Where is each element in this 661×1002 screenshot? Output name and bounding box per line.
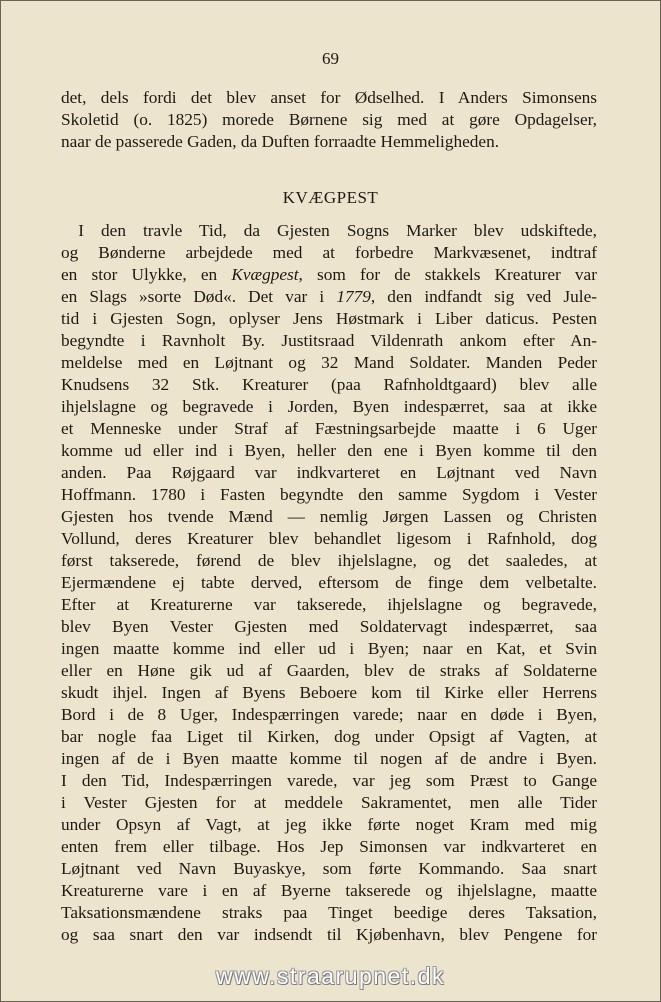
text-line: ihjelslagne og begravede i Jorden, Byen indespærret, saa at ikke xyxy=(61,397,597,416)
text-line: skudt ihjel. Ingen af Byens Beboere kom til Kirke eller Herrens xyxy=(61,683,597,702)
text-line: I den travle Tid, da Gjesten Sogns Marker blev udskiftede, xyxy=(61,221,597,240)
text-line: Vollund, deres Kreaturer blev behandlet ligesom i Rafnhold, dog xyxy=(61,529,597,548)
text-line: naar de passerede Gaden, da Duften forraadte Hemmeligheden. xyxy=(61,132,500,151)
text-line: en Slags »sorte Død«. Det var i 1779, den indfandt sig ved Jule- xyxy=(61,287,597,306)
text-line: blev Byen Vester Gjesten med Soldatervagt indespærret, saa xyxy=(61,617,597,636)
text-line: begyndte i Ravnholt By. Justitsraad Vildenrath ankom efter An- xyxy=(61,331,597,350)
text-line: det, dels fordi det blev anset for Ødselhed. I Anders Simonsens xyxy=(61,88,597,107)
text-line: Taksationsmændene straks paa Tinget beedige deres Taksation, xyxy=(61,903,597,922)
text-line: Skoletid (o. 1825) morede Børnene sig med at gøre Opdagelser, xyxy=(61,110,597,129)
text-line: tid i Gjesten Sogn, oplyser Jens Høstmark i Liber daticus. Pesten xyxy=(61,309,597,328)
text-line: ingen maatte komme ind eller ud i Byen; naar en Kat, et Svin xyxy=(61,639,597,658)
text-line: først takserede, førend de blev ihjelslagne, og det saaledes, at xyxy=(61,551,597,570)
text-line: komme ud eller ind i Byen, heller den ene i Byen komme til den xyxy=(61,441,597,460)
text-line: Efter at Kreaturerne var takserede, ihjelslagne og begravede, xyxy=(61,595,597,614)
text-line: et Menneske under Straf af Fæstningsarbejde maatte i 6 Uger xyxy=(61,419,597,438)
text-line: ingen af de i Byen maatte komme til nogen af de andre i Byen. xyxy=(61,749,597,768)
text-line: I den Tid, Indespærringen varede, var jeg som Præst to Gange xyxy=(61,771,597,790)
text-line: Gjesten hos tvende Mænd — nemlig Jørgen Lassen og Christen xyxy=(61,507,597,526)
text-line: og saa snart den var indsendt til Kjøbenhavn, blev Pengene for xyxy=(61,925,597,944)
text-line: Ejermændene ej tabte derved, eftersom de finge dem velbetalte. xyxy=(61,573,597,592)
text-line: Bord i de 8 Uger, Indespærringen varede; naar en døde i Byen, xyxy=(61,705,597,724)
text-line: anden. Paa Røjgaard var indkvarteret en Løjtnant ved Navn xyxy=(61,463,597,482)
text-line: eller en Høne gik ud af Gaarden, blev de straks af Soldaterne xyxy=(61,661,597,680)
watermark-text: www.straarupnet.dk xyxy=(216,963,445,989)
text-line: i Vester Gjesten for at meddele Sakramentet, men alle Tider xyxy=(61,793,597,812)
text-line: en stor Ulykke, en Kvægpest, som for de stakkels Kreaturer var xyxy=(61,265,597,284)
section-heading: KVÆGPEST xyxy=(282,188,379,207)
text-line: meldelse med en Løjtnant og 32 Mand Soldater. Manden Peder xyxy=(61,353,597,372)
text-line: under Opsyn af Vagt, at jeg ikke førte noget Kram med mig xyxy=(61,815,597,834)
text-line: Løjtnant ved Navn Buyaskye, som førte Kommando. Saa snart xyxy=(61,859,597,878)
text-line: bar nogle faa Liget til Kirken, dog under Opsigt af Vagten, at xyxy=(61,727,597,746)
text-line: Hoffmann. 1780 i Fasten begyndte den samme Sygdom i Vester xyxy=(61,485,597,504)
text-line: Knudsens 32 Stk. Kreaturer (paa Rafnholdtgaard) blev alle xyxy=(61,375,597,394)
page-number: 69 xyxy=(322,49,339,68)
text-line: Kreaturerne vare i en af Byerne takserede og ihjelslagne, maatte xyxy=(61,881,597,900)
text-line: enten frem eller tilbage. Hos Jep Simonsen var indkvarteret en xyxy=(61,837,597,856)
text-line: og Bønderne arbejdede med at forbedre Markvæsenet, indtraf xyxy=(61,243,597,262)
